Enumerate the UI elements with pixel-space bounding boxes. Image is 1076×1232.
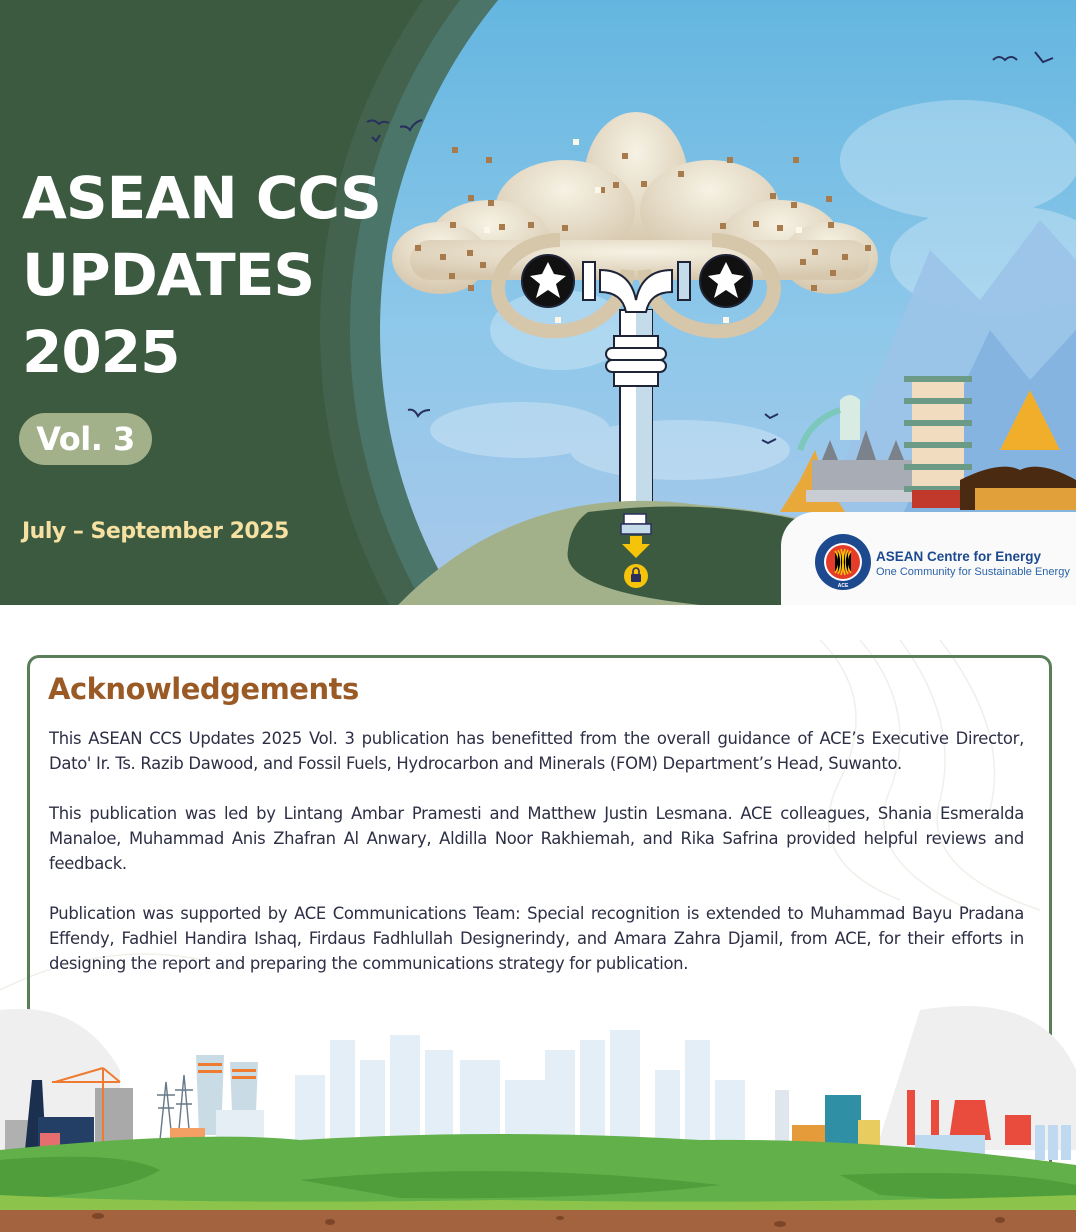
acknowledgements-paragraph-guidance: This ASEAN CCS Updates 2025 Vol. 3 publication has benefitted from the overall guidance of ACE’s Executive Director, Dato' Ir. Ts. Razib Dawood, and Fossil Fuels, Hydrocarbon and Minerals (FOM) Department’s Head, Suwanto.: [49, 729, 1024, 773]
organization-tagline: One Community for Sustainable Energy: [876, 566, 1070, 578]
svg-text:ACE: ACE: [837, 583, 849, 589]
organization-badge: [781, 512, 1076, 605]
ace-logo-icon: [814, 533, 872, 591]
acknowledgements-heading: Acknowledgements: [48, 672, 359, 706]
lock-icon: [624, 564, 648, 588]
title-line-2: UPDATES: [22, 241, 315, 309]
acknowledgements-paragraph-authors: This publication was led by Lintang Ambar Pramesti and Matthew Justin Lesmana. ACE colleagues, Shania Esmeralda Manaloe, Muhammad Anis Zhafran Al Anwary, Aldilla Noor Rakhiemah, and Rika Safrina provided helpful reviews and feedback.: [49, 804, 1024, 873]
city-skyline-icon: [295, 1030, 745, 1145]
title-line-1: ASEAN CCS: [22, 164, 381, 232]
publication-title: [22, 160, 381, 391]
acknowledgements-body: [49, 726, 1024, 1001]
organization-name: ASEAN Centre for Energy: [876, 549, 1042, 564]
industrial-landscape: [0, 990, 1076, 1232]
cooling-tower-icon: [170, 1055, 264, 1140]
publication-period: July – September 2025: [22, 519, 289, 544]
soil-icon: [0, 1210, 1076, 1232]
acknowledgements-paragraph-communications: Publication was supported by ACE Communications Team: Special recognition is extended to Muhammad Bayu Pradana Effendy, Fadhiel Handira Ishaq, Firdaus Fadhlullah Designerindy, and Amara Zahra Djamil, from ACE, for their efforts in designing the report and preparing the communications strategy for publication.: [49, 904, 1024, 973]
title-line-3: 2025: [22, 318, 180, 386]
cover-hero: [0, 0, 1076, 605]
volume-badge: Vol. 3: [19, 413, 152, 465]
injection-fitting: [621, 514, 651, 534]
